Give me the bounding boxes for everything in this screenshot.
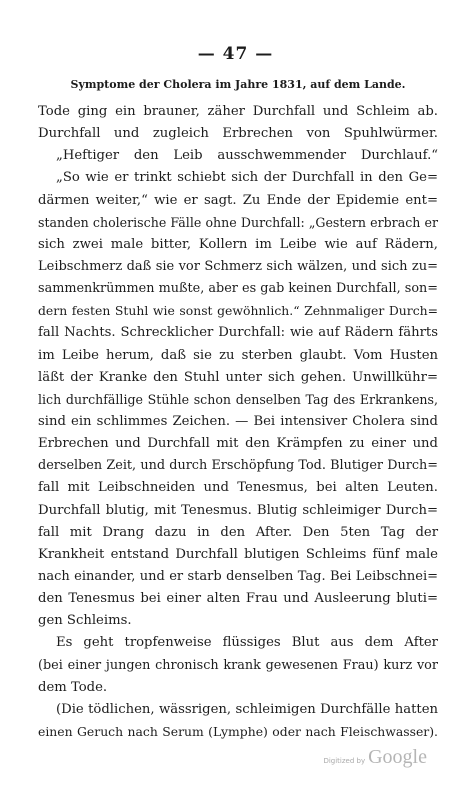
watermark-prefix: Digitized by — [323, 757, 366, 765]
text-line: einen Geruch nach Serum (Lymphe) oder nach Fleischwasser). — [38, 723, 438, 739]
text-line: derselben Zeit, und durch Erschöpfung Tod. Blutiger Durch= — [38, 458, 438, 474]
text-line: Durchfall und zugleich Erbrechen von Spuhlwürmer. — [38, 126, 438, 142]
text-line: Es geht tropfenweise flüssiges Blut aus dem After — [56, 635, 438, 651]
text-line: „Heftiger den Leib ausschwemmender Durchlauf.“ — [56, 148, 438, 164]
text-line: standen cholerische Fälle ohne Durchfall: „Gestern erbrach er — [38, 214, 438, 230]
text-line: (bei einer jungen chronisch krank gewesenen Frau) kurz vor — [38, 657, 438, 673]
text-line: Durchfall blutig, mit Tenesmus. Blutig schleimiger Durch= — [38, 502, 438, 518]
text-line: nach einander, und er starb denselben Tag. Bei Leibschnei= — [38, 568, 438, 584]
text-line: „So wie er trinkt schiebt sich der Durchfall in den Ge= — [56, 170, 438, 186]
text-line: dem Tode. — [38, 679, 108, 695]
text-line: fall mit Leibschneiden und Tenesmus, bei alten Leuten. — [38, 480, 438, 496]
watermark-brand: Google — [368, 746, 427, 768]
text-line: sich zwei male bitter, Kollern im Leibe wie auf Rädern, — [38, 236, 438, 252]
text-line: gen Schleims. — [38, 613, 132, 629]
text-line: sammenkrümmen mußte, aber es gab keinen Durchfall, son= — [38, 281, 438, 297]
text-line: läßt der Kranke den Stuhl unter sich gehen. Unwillkühr= — [38, 369, 438, 385]
body-text — [38, 101, 438, 743]
running-head: Symptome der Cholera im Jahre 1831, auf dem Lande. — [70, 78, 406, 91]
digitization-watermark — [323, 746, 427, 769]
text-line: Erbrechen und Durchfall mit den Krämpfen zu einer und — [38, 436, 438, 452]
text-line: fall Nachts. Schrecklicher Durchfall: wie auf Rädern fährts — [38, 325, 438, 341]
text-line: im Leibe herum, daß sie zu sterben glaubt. Vom Husten — [38, 347, 438, 363]
text-line: Krankheit entstand Durchfall blutigen Schleims fünf male — [38, 546, 438, 562]
text-line: lich durchfällige Stühle schon denselben Tag des Erkrankens, — [38, 391, 438, 407]
text-line: därmen weiter,“ wie er sagt. Zu Ende der Epidemie ent= — [38, 192, 438, 208]
text-line: sind ein schlimmes Zeichen. — Bei intensiver Cholera sind — [38, 413, 438, 429]
page-number: — 47 — — [197, 44, 274, 64]
text-line: fall mit Drang dazu in den After. Den 5ten Tag der — [38, 524, 438, 540]
text-line: den Tenesmus bei einer alten Frau und Ausleerung bluti= — [38, 591, 438, 607]
text-line: (Die tödlichen, wässrigen, schleimigen Durchfälle hatten — [56, 701, 438, 717]
text-line: Tode ging ein brauner, zäher Durchfall und Schleim ab. — [38, 104, 438, 119]
text-line: Leibschmerz daß sie vor Schmerz sich wälzen, und sich zu= — [38, 258, 438, 274]
text-line: dern festen Stuhl wie sonst gewöhnlich.“ Zehnmaliger Durch= — [38, 303, 438, 319]
